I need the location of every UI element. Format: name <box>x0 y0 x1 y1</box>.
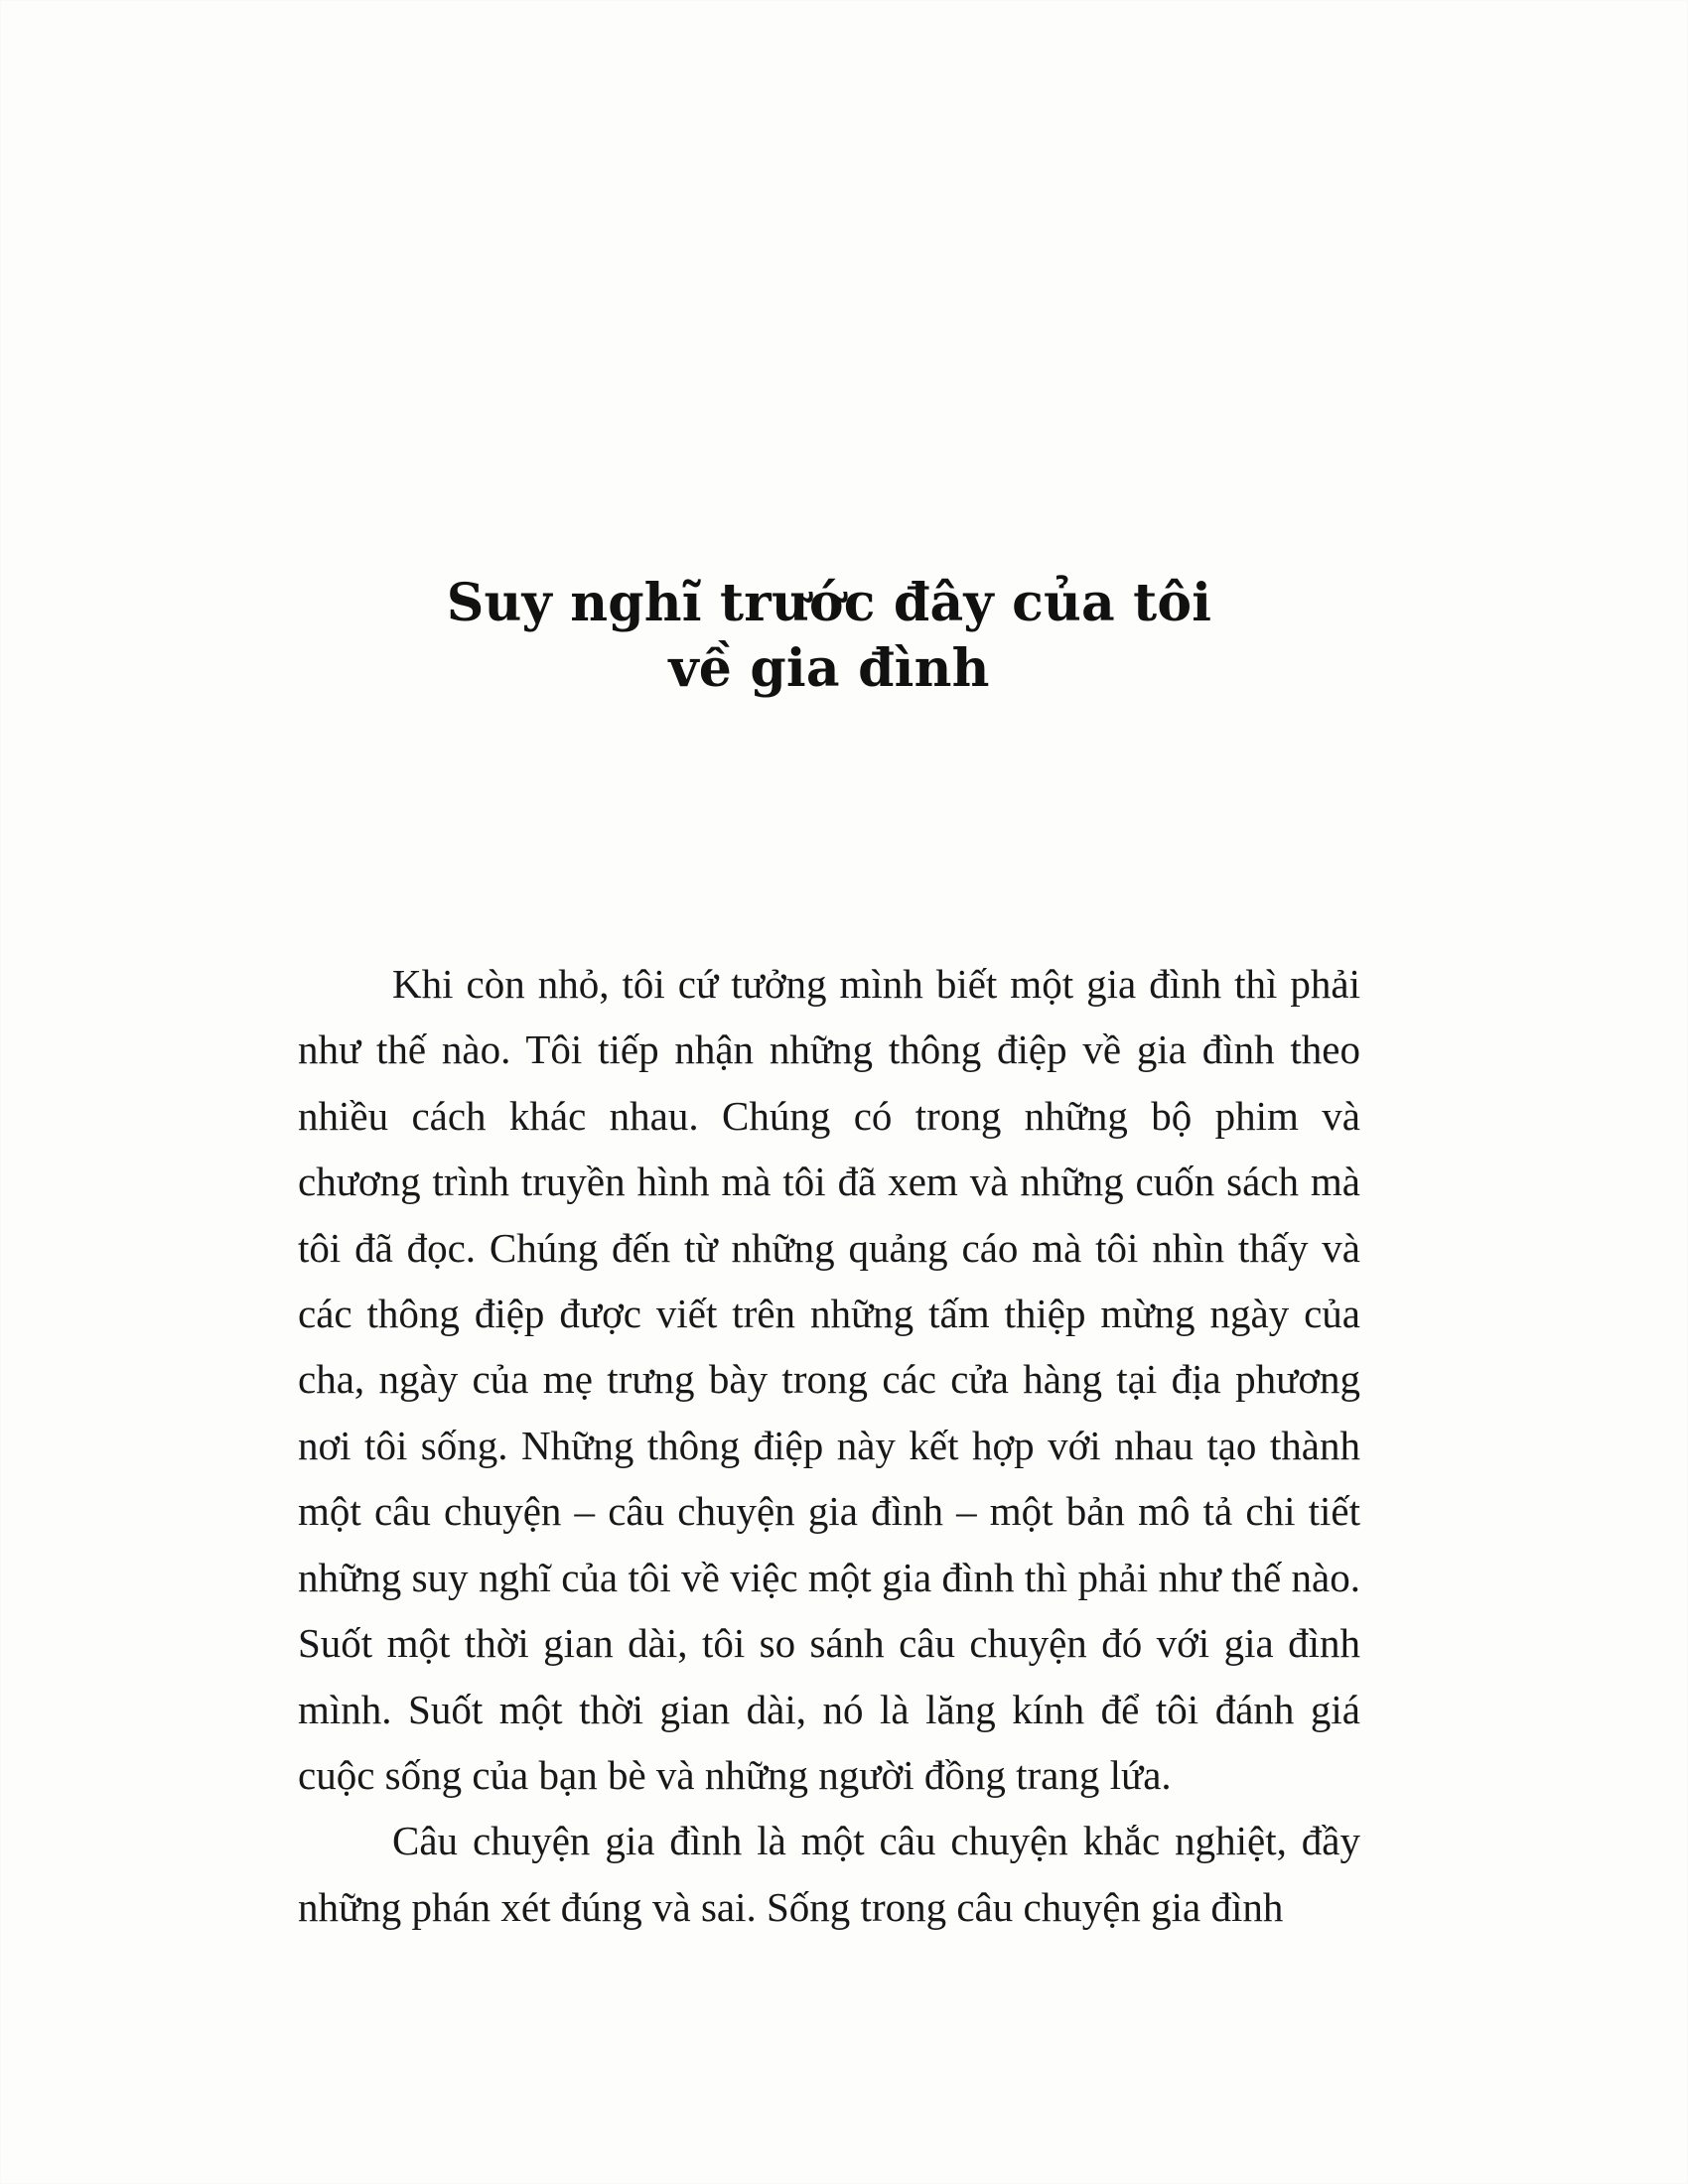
page-title-line-2: về gia đình <box>668 637 990 699</box>
page-title-line-1: Suy nghĩ trước đây của tôi <box>446 573 1212 633</box>
page-title <box>298 0 1360 701</box>
paragraph: Câu chuyện gia đình là một câu chuyện khắc nghiệt, đầy những phán xét đúng và sai. Sống trong câu chuyện gia đình <box>298 1818 1360 1930</box>
body-text <box>298 951 1360 1940</box>
paragraph: Khi còn nhỏ, tôi cứ tưởng mình biết một gia đình thì phải như thế nào. Tôi tiếp nhận những thông điệp về gia đình theo nhiều cách khác nhau. Chúng có trong những bộ phim và chương trình truyền hình mà tôi đã xem và những cuốn sách mà tôi đã đọc. Chúng đến từ những quảng cáo mà tôi nhìn thấy và các thông điệp được viết trên những tấm thiệp mừng ngày của cha, ngày của mẹ trưng bày trong các cửa hàng tại địa phương nơi tôi sống. Những thông điệp này kết hợp với nhau tạo thành một câu chuyện – câu chuyện gia đình – một bản mô tả chi tiết những suy nghĩ của tôi về việc một gia đình thì phải như thế nào. Suốt một thời gian dài, tôi so sánh câu chuyện đó với gia đình mình. Suốt một thời gian dài, nó là lăng kính để tôi đánh giá cuộc sống của bạn bè và những người đồng trang lứa. <box>298 961 1360 1798</box>
page-content <box>298 0 1360 2184</box>
